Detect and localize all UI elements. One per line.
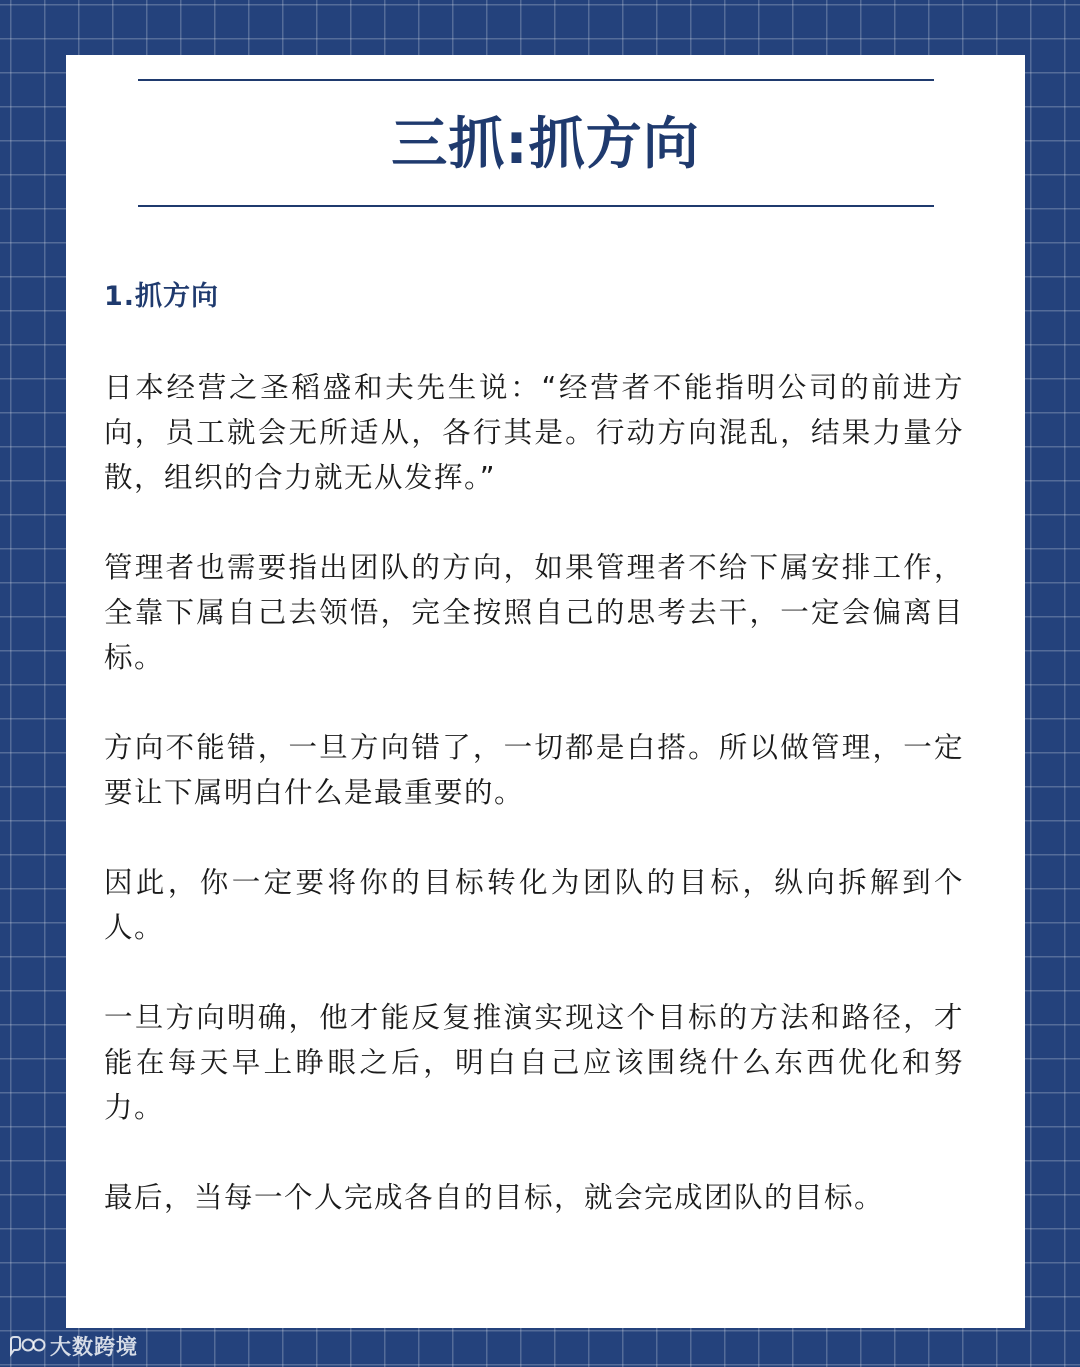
section-heading: 1.抓方向 (104, 281, 220, 312)
paragraph-5: 一旦方向明确，他才能反复推演实现这个目标的方法和路径，才能在每天早上睁眼之后，明白自己应该围绕什么东西优化和努力。 (104, 1001, 964, 1124)
paragraph-6: 最后，当每一个人完成各自的目标，就会完成团队的目标。 (104, 1181, 885, 1214)
content-card (66, 55, 1025, 1328)
page-title: 三抓:抓方向 (391, 112, 700, 177)
paragraph-2: 管理者也需要指出团队的方向，如果管理者不给下属安排工作，全靠下属自己去领悟，完全按照自己的思考去干，一定会偏离目标。 (104, 551, 964, 674)
watermark-text: 大数跨境 (50, 1335, 138, 1359)
paragraph-3: 方向不能错，一旦方向错了，一切都是白搭。所以做管理，一定要让下属明白什么是最重要的。 (104, 731, 964, 809)
watermark (8, 1331, 138, 1361)
paragraph-1: 日本经营之圣稻盛和夫先生说：“经营者不能指明公司的前进方向，员工就会无所适从，各行其是。行动方向混乱，结果力量分散，组织的合力就无从发挥。” (104, 371, 964, 494)
paragraph-4: 因此，你一定要将你的目标转化为团队的目标，纵向拆解到个人。 (104, 866, 964, 944)
chat-bubble-logo-icon (8, 1334, 46, 1358)
title-bottom-rule (138, 205, 934, 207)
title-top-rule (138, 79, 934, 81)
